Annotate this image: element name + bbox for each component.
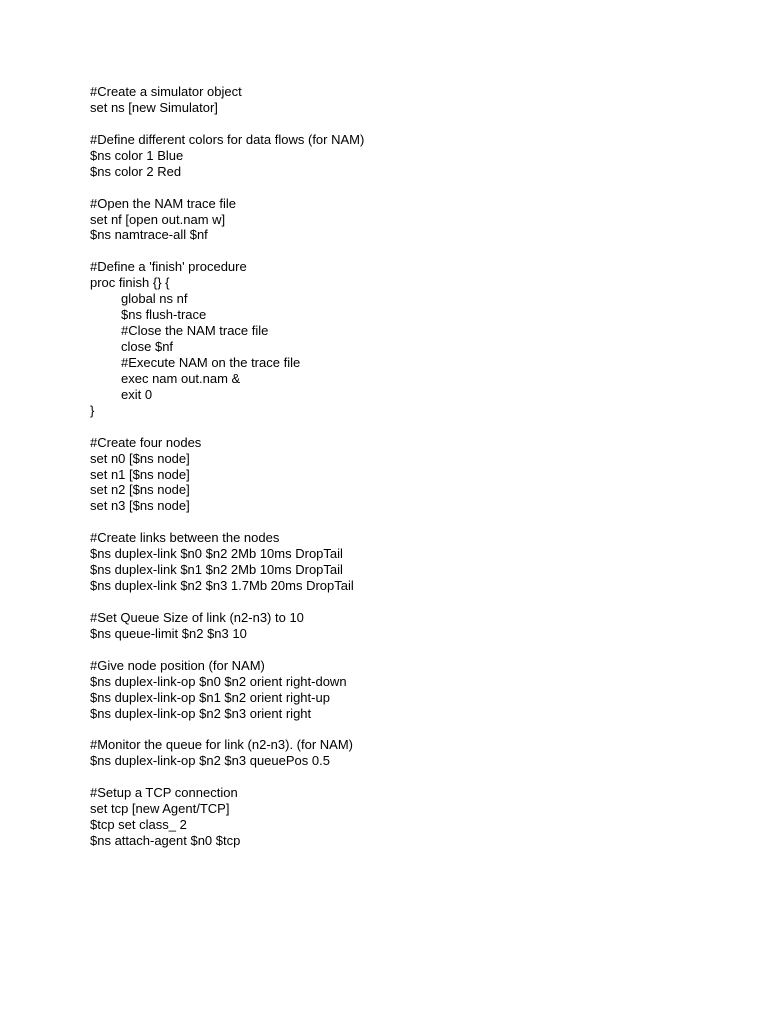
code-line: set n3 [$ns node] (90, 498, 190, 514)
code-line: #Close the NAM trace file (121, 323, 269, 339)
blank-line (90, 769, 730, 785)
code-line: #Monitor the queue for link (n2-n3). (for NAM) (90, 737, 353, 753)
code-line: set nf [open out.nam w] (90, 211, 226, 227)
code-line: $ns duplex-link-op $n1 $n2 orient right-up (90, 689, 330, 705)
code-line: set tcp [new Agent/TCP] (90, 801, 230, 817)
code-listing (90, 84, 730, 849)
code-line: #Create links between the nodes (90, 530, 280, 546)
code-line: $ns attach-agent $n0 $tcp (90, 833, 241, 849)
code-line: $ns duplex-link-op $n2 $n3 orient right (90, 705, 312, 721)
blank-line (90, 514, 730, 530)
code-line: set n2 [$ns node] (90, 482, 190, 498)
code-line: close $nf (121, 339, 174, 354)
code-line: $ns flush-trace (121, 307, 207, 323)
code-line: $tcp set class_ 2 (90, 817, 187, 833)
code-line: #Open the NAM trace file (90, 195, 236, 211)
code-line: $ns duplex-link-op $n0 $n2 orient right-down (90, 673, 347, 689)
code-line: $ns duplex-link $n2 $n3 1.7Mb 20ms DropTail (90, 578, 354, 594)
code-line: } (90, 402, 95, 418)
code-line: $ns color 1 Blue (90, 147, 184, 163)
code-line: #Create a simulator object (90, 84, 242, 99)
code-line: $ns duplex-link $n1 $n2 2Mb 10ms DropTail (90, 562, 343, 578)
blank-line (90, 594, 730, 610)
code-line: set n0 [$ns node] (90, 450, 190, 466)
code-line: proc finish {} { (90, 275, 170, 291)
code-line: #Define a 'finish' procedure (90, 259, 247, 275)
code-line: #Create four nodes (90, 434, 202, 450)
code-line: $ns color 2 Red (90, 163, 182, 179)
code-line: $ns duplex-link $n0 $n2 2Mb 10ms DropTail (90, 546, 343, 562)
code-line: #Set Queue Size of link (n2-n3) to 10 (90, 609, 304, 625)
blank-line (90, 243, 730, 259)
blank-line (90, 642, 730, 658)
blank-line (90, 419, 730, 435)
blank-line (90, 180, 730, 196)
code-line: $ns queue-limit $n2 $n3 10 (90, 625, 247, 641)
code-line: #Setup a TCP connection (90, 785, 238, 801)
code-line: #Define different colors for data flows (for NAM) (90, 131, 365, 147)
code-line: exec nam out.nam & (121, 370, 241, 386)
code-line: #Give node position (for NAM) (90, 657, 265, 673)
code-line: #Execute NAM on the trace file (121, 354, 301, 370)
code-line: $ns duplex-link-op $n2 $n3 queuePos 0.5 (90, 753, 330, 769)
code-line: global ns nf (121, 291, 188, 307)
code-line: set ns [new Simulator] (90, 99, 218, 115)
code-line: set n1 [$ns node] (90, 466, 190, 482)
code-line: exit 0 (121, 386, 153, 402)
blank-line (90, 116, 730, 132)
blank-line (90, 722, 730, 738)
code-line: $ns namtrace-all $nf (90, 227, 208, 243)
